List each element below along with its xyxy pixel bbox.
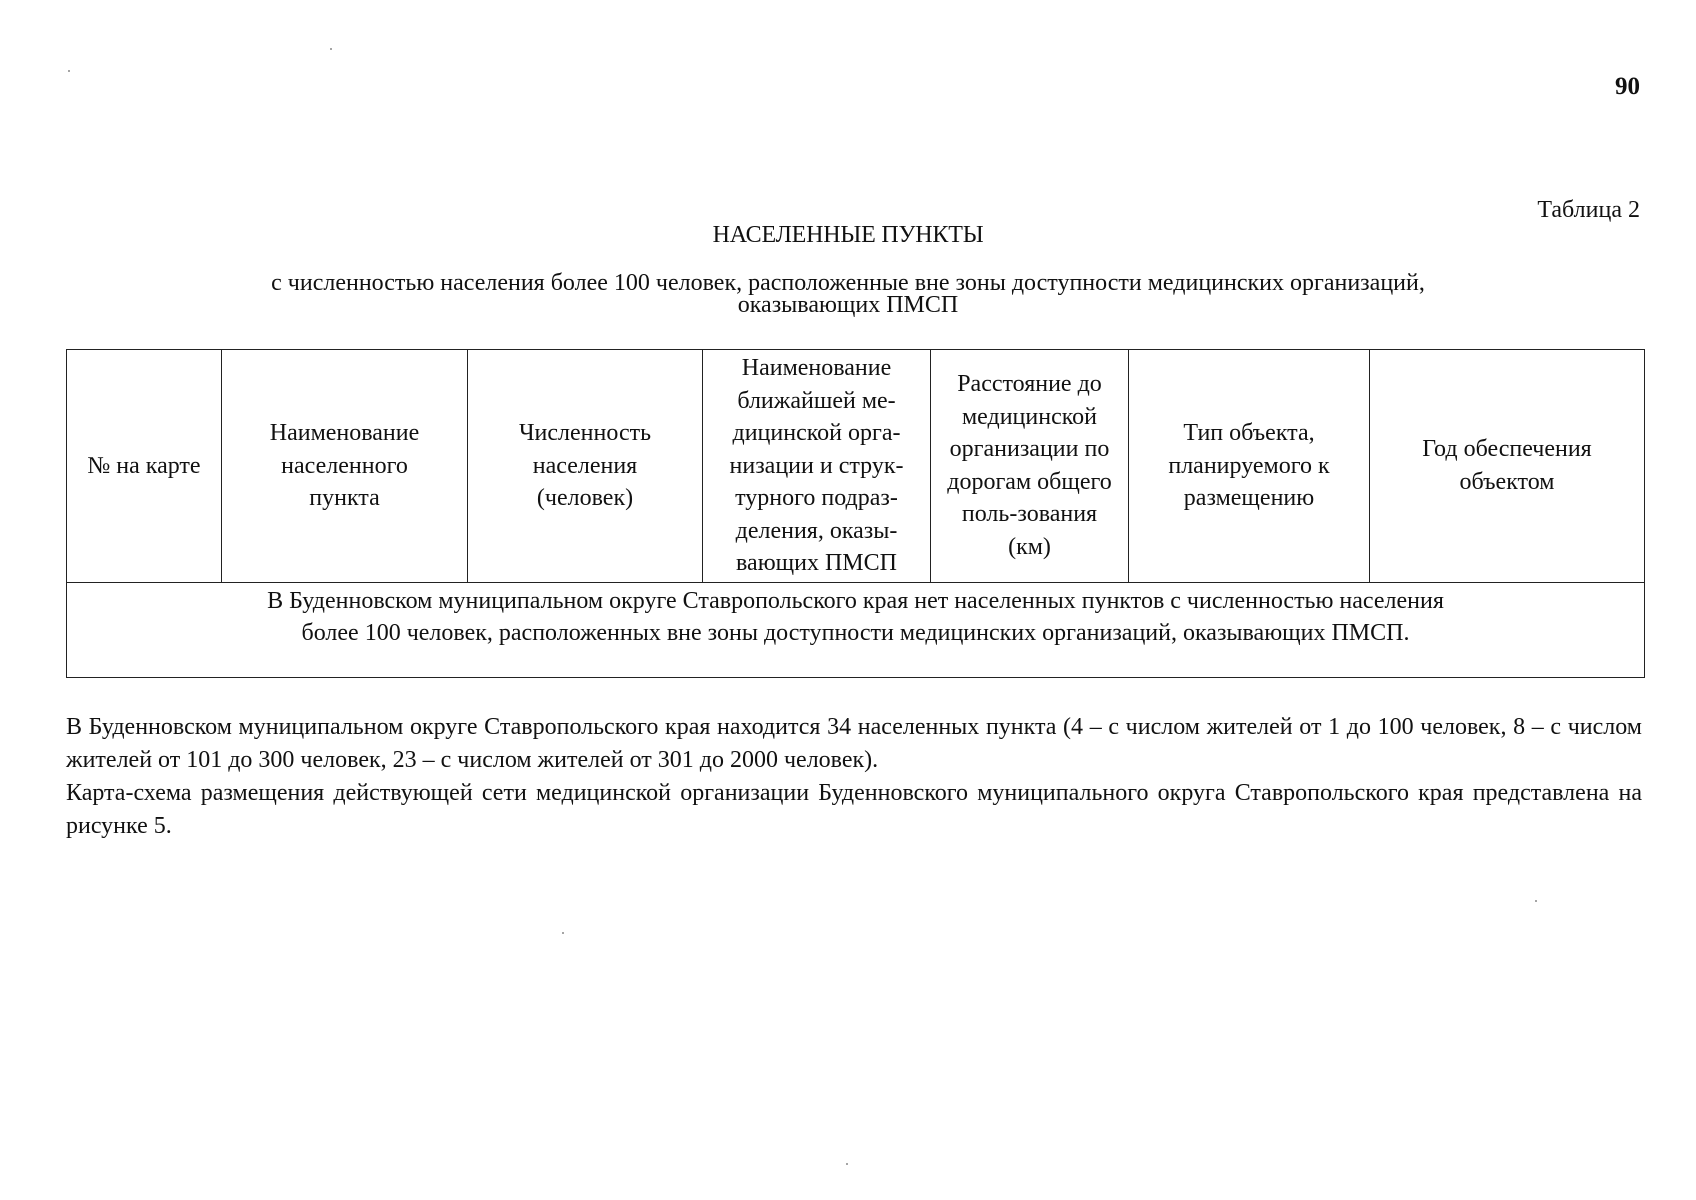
- header-nearest-medical-org: Наименование ближайшей ме-дицинской орга-низации и струк-турного подраз-деления, оказы-вающих ПМСП: [703, 350, 931, 583]
- table-subtitle-line-1: с численностью населения более 100 человек, расположенные вне зоны доступности медицинских организаций,: [271, 270, 1425, 296]
- page-number: 90: [1615, 73, 1640, 100]
- table-note-line-1: В Буденновском муниципальном округе Ставропольского края нет населенных пунктов с численностью населения: [267, 587, 1444, 614]
- header-settlement-name: Наименование населенного пункта: [222, 350, 468, 583]
- scan-speck: [562, 932, 564, 934]
- header-map-number: № на карте: [67, 350, 222, 583]
- header-population: Численность населения (человек): [468, 350, 703, 583]
- header-distance: Расстояние до медицинской организации по дорогам общего поль-зования (км): [931, 350, 1129, 583]
- table-note-line-2: более 100 человек, расположенных вне зоны доступности медицинских организаций, оказывающих ПМСП.: [301, 620, 1410, 646]
- table-subtitle-line-2: оказывающих ПМСП: [737, 292, 959, 318]
- table-note-cell: [67, 582, 1645, 677]
- table-subtitle: [140, 272, 1556, 316]
- header-object-type: Тип объекта, планируемого к размещению: [1129, 350, 1370, 583]
- paragraph-map-reference: Карта-схема размещения действующей сети медицинской организации Буденновского муниципального округа Ставропольского края представлена на рисунке 5.: [66, 780, 1642, 839]
- table-header-row: [67, 350, 1645, 583]
- scan-speck: [846, 1163, 848, 1165]
- scan-speck: [68, 70, 70, 72]
- table-row: [67, 582, 1645, 677]
- table-title: НАСЕЛЕННЫЕ ПУНКТЫ: [712, 222, 984, 248]
- settlements-table: [66, 349, 1645, 678]
- scan-speck: [330, 48, 332, 50]
- table-label: Таблица 2: [1537, 197, 1640, 223]
- scan-speck: [1535, 900, 1537, 902]
- paragraph-settlements-count: В Буденновском муниципальном округе Ставропольского края находится 34 населенных пункта (4 – с числом жителей от 1 до 100 человек, 8 – с числом жителей от 101 до 300 человек, 23 – с числом жителей от 301 до 2000 человек).: [66, 714, 1642, 773]
- header-provision-year: Год обеспечения объектом: [1370, 350, 1645, 583]
